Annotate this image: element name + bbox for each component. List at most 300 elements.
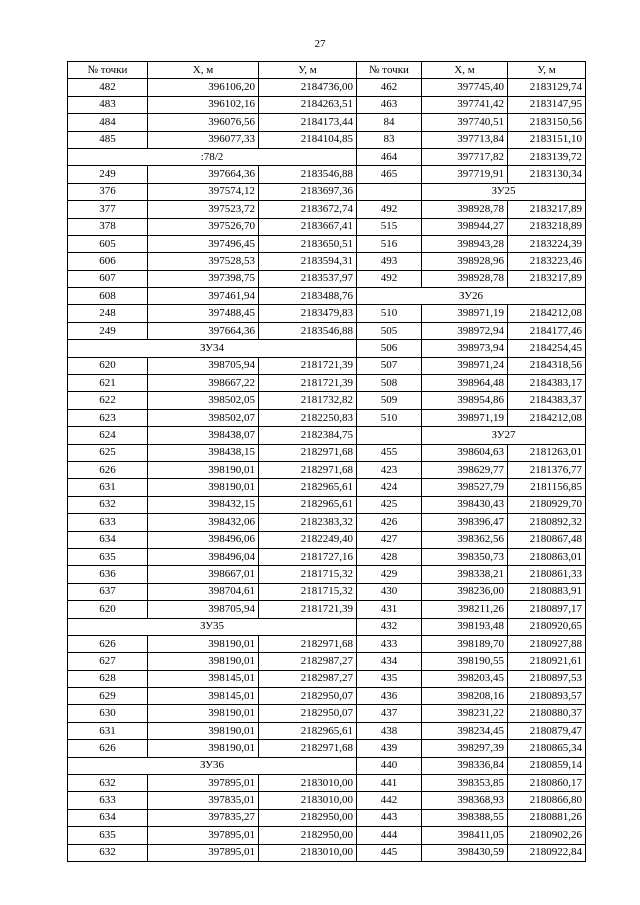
table-row [68, 79, 586, 96]
right-x-cell: 398190,55 [422, 653, 508, 670]
left-y-cell: 2182950,07 [259, 705, 357, 722]
table-row [68, 409, 586, 426]
table-row [68, 514, 586, 531]
left-point-cell: 605 [68, 235, 148, 252]
right-x-cell: 398338,21 [422, 566, 508, 583]
right-section-empty-cell [357, 183, 422, 200]
left-point-cell: 632 [68, 496, 148, 513]
left-point-cell: 482 [68, 79, 148, 96]
left-x-cell: 398432,15 [148, 496, 259, 513]
right-point-cell: 425 [357, 496, 422, 513]
right-point-cell: 440 [357, 757, 422, 774]
right-y-cell: 2180881,26 [508, 809, 586, 826]
left-x-cell: 397664,36 [148, 166, 259, 183]
left-point-cell: 636 [68, 566, 148, 583]
right-y-cell: 2180865,34 [508, 740, 586, 757]
header-x-left: X, м [148, 62, 259, 79]
right-y-cell: 2181156,85 [508, 479, 586, 496]
right-y-cell: 2184383,17 [508, 375, 586, 392]
right-x-cell: 398353,85 [422, 775, 508, 792]
left-point-cell: 626 [68, 740, 148, 757]
left-point-cell: 635 [68, 548, 148, 565]
left-y-cell: 2183010,00 [259, 775, 357, 792]
left-x-cell: 398667,22 [148, 375, 259, 392]
table-row [68, 548, 586, 565]
left-point-cell: 608 [68, 288, 148, 305]
right-point-cell: 463 [357, 96, 422, 113]
header-x-right: X, м [422, 62, 508, 79]
coordinates-table [67, 61, 586, 862]
right-point-cell: 443 [357, 809, 422, 826]
left-y-cell: 2181732,82 [259, 392, 357, 409]
page-number: 27 [314, 38, 326, 50]
left-y-cell: 2182965,61 [259, 496, 357, 513]
left-y-cell: 2182950,00 [259, 809, 357, 826]
right-y-cell: 2183218,89 [508, 218, 586, 235]
left-x-cell: 398705,94 [148, 601, 259, 618]
left-point-cell: 622 [68, 392, 148, 409]
left-y-cell: 2182971,68 [259, 461, 357, 478]
right-y-cell: 2183147,95 [508, 96, 586, 113]
right-section-title: ЗУ26 [357, 288, 586, 305]
table-row [68, 218, 586, 235]
right-y-cell: 2183217,89 [508, 201, 586, 218]
right-x-cell: 398928,78 [422, 270, 508, 287]
left-y-cell: 2184263,51 [259, 96, 357, 113]
left-x-cell: 397526,70 [148, 218, 259, 235]
left-x-cell: 398190,01 [148, 479, 259, 496]
right-point-cell: 434 [357, 653, 422, 670]
right-x-cell: 398231,22 [422, 705, 508, 722]
right-point-cell: 437 [357, 705, 422, 722]
right-x-cell: 398973,94 [422, 340, 508, 357]
right-y-cell: 2183150,56 [508, 114, 586, 131]
left-point-cell: 607 [68, 270, 148, 287]
left-point-cell: 377 [68, 201, 148, 218]
right-point-cell: 439 [357, 740, 422, 757]
right-point-cell: 426 [357, 514, 422, 531]
left-section-title: ЗУ36 [68, 757, 357, 774]
right-x-cell: 398954,86 [422, 392, 508, 409]
right-y-cell: 2184383,37 [508, 392, 586, 409]
table-row [68, 288, 586, 305]
left-y-cell: 2183697,36 [259, 183, 357, 200]
left-point-cell: 631 [68, 722, 148, 739]
right-point-cell: 506 [357, 340, 422, 357]
table-row [68, 201, 586, 218]
left-section-title: ЗУ35 [68, 618, 357, 635]
header-y-right: У, м [508, 62, 586, 79]
right-x-cell: 397717,82 [422, 148, 508, 165]
right-y-cell: 2183139,72 [508, 148, 586, 165]
right-x-cell: 398972,94 [422, 322, 508, 339]
right-x-cell: 398368,93 [422, 792, 508, 809]
left-point-cell: 624 [68, 427, 148, 444]
right-x-cell: 398236,00 [422, 583, 508, 600]
left-point-cell: 378 [68, 218, 148, 235]
right-y-cell: 2180863,01 [508, 548, 586, 565]
right-point-cell: 455 [357, 444, 422, 461]
left-y-cell: 2182383,32 [259, 514, 357, 531]
right-y-cell: 2180860,17 [508, 775, 586, 792]
right-x-cell: 398203,45 [422, 670, 508, 687]
right-point-cell: 435 [357, 670, 422, 687]
left-x-cell: 398502,05 [148, 392, 259, 409]
table-row [68, 427, 586, 444]
left-point-cell: 634 [68, 809, 148, 826]
right-x-cell: 398943,28 [422, 235, 508, 252]
table-row [68, 775, 586, 792]
left-x-cell: 398190,01 [148, 635, 259, 652]
right-y-cell: 2181376,77 [508, 461, 586, 478]
right-x-cell: 398971,19 [422, 305, 508, 322]
right-y-cell: 2180880,37 [508, 705, 586, 722]
left-x-cell: 398190,01 [148, 461, 259, 478]
right-point-cell: 84 [357, 114, 422, 131]
left-y-cell: 2183672,74 [259, 201, 357, 218]
right-point-cell: 83 [357, 131, 422, 148]
left-x-cell: 398145,01 [148, 670, 259, 687]
left-x-cell: 397488,45 [148, 305, 259, 322]
right-y-cell: 2180920,65 [508, 618, 586, 635]
right-point-cell: 444 [357, 827, 422, 844]
left-point-cell: 248 [68, 305, 148, 322]
left-point-cell: 633 [68, 514, 148, 531]
table-row [68, 114, 586, 131]
left-y-cell: 2183546,88 [259, 322, 357, 339]
left-x-cell: 398496,06 [148, 531, 259, 548]
header-row [68, 62, 586, 79]
left-x-cell: 398438,07 [148, 427, 259, 444]
left-point-cell: 632 [68, 844, 148, 861]
right-x-cell: 397713,84 [422, 131, 508, 148]
table-row [68, 444, 586, 461]
right-point-cell: 432 [357, 618, 422, 635]
right-x-cell: 397741,42 [422, 96, 508, 113]
left-x-cell: 397398,75 [148, 270, 259, 287]
right-y-cell: 2180927,88 [508, 635, 586, 652]
left-x-cell: 397835,27 [148, 809, 259, 826]
table-row [68, 270, 586, 287]
left-section-title: ЗУ34 [68, 340, 357, 357]
left-section-title: :78/2 [68, 148, 357, 165]
left-point-cell: 485 [68, 131, 148, 148]
right-point-cell: 462 [357, 79, 422, 96]
right-x-cell: 398350,73 [422, 548, 508, 565]
right-point-cell: 424 [357, 479, 422, 496]
left-x-cell: 396102,16 [148, 96, 259, 113]
table-row [68, 601, 586, 618]
table-row [68, 253, 586, 270]
left-x-cell: 398432,06 [148, 514, 259, 531]
header-point-left: № точки [68, 62, 148, 79]
table-row [68, 392, 586, 409]
left-x-cell: 397574,12 [148, 183, 259, 200]
table-row [68, 531, 586, 548]
right-x-cell: 398971,24 [422, 357, 508, 374]
right-y-cell: 2183129,74 [508, 79, 586, 96]
left-x-cell: 397528,53 [148, 253, 259, 270]
left-x-cell: 396106,20 [148, 79, 259, 96]
right-point-cell: 433 [357, 635, 422, 652]
left-y-cell: 2182987,27 [259, 670, 357, 687]
left-x-cell: 398704,61 [148, 583, 259, 600]
left-x-cell: 397461,94 [148, 288, 259, 305]
right-point-cell: 429 [357, 566, 422, 583]
table-row [68, 496, 586, 513]
right-y-cell: 2183224,39 [508, 235, 586, 252]
right-point-cell: 465 [357, 166, 422, 183]
left-x-cell: 398667,01 [148, 566, 259, 583]
left-y-cell: 2182965,61 [259, 722, 357, 739]
table-row [68, 757, 586, 774]
right-point-cell: 508 [357, 375, 422, 392]
left-y-cell: 2181715,32 [259, 583, 357, 600]
left-x-cell: 397895,01 [148, 844, 259, 861]
left-y-cell: 2182987,27 [259, 653, 357, 670]
right-x-cell: 398944,27 [422, 218, 508, 235]
right-x-cell: 398189,70 [422, 635, 508, 652]
left-point-cell: 620 [68, 601, 148, 618]
left-y-cell: 2183546,88 [259, 166, 357, 183]
right-x-cell: 398211,26 [422, 601, 508, 618]
left-y-cell: 2182965,61 [259, 479, 357, 496]
right-x-cell: 398604,63 [422, 444, 508, 461]
right-point-cell: 423 [357, 461, 422, 478]
right-y-cell: 2184212,08 [508, 409, 586, 426]
right-y-cell: 2184177,46 [508, 322, 586, 339]
table-row [68, 809, 586, 826]
right-x-cell: 398297,39 [422, 740, 508, 757]
right-point-cell: 509 [357, 392, 422, 409]
right-section-title: ЗУ27 [422, 427, 586, 444]
right-y-cell: 2183217,89 [508, 270, 586, 287]
table-row [68, 96, 586, 113]
table-row [68, 148, 586, 165]
right-x-cell: 398430,43 [422, 496, 508, 513]
table-body [68, 79, 586, 862]
right-point-cell: 427 [357, 531, 422, 548]
right-y-cell: 2180879,47 [508, 722, 586, 739]
left-y-cell: 2183594,31 [259, 253, 357, 270]
left-point-cell: 249 [68, 166, 148, 183]
right-point-cell: 430 [357, 583, 422, 600]
left-point-cell: 376 [68, 183, 148, 200]
header-y-left: У, м [259, 62, 357, 79]
right-point-cell: 431 [357, 601, 422, 618]
left-y-cell: 2184173,44 [259, 114, 357, 131]
right-y-cell: 2180897,53 [508, 670, 586, 687]
left-point-cell: 630 [68, 705, 148, 722]
left-point-cell: 483 [68, 96, 148, 113]
left-point-cell: 629 [68, 688, 148, 705]
left-y-cell: 2182971,68 [259, 444, 357, 461]
right-x-cell: 398388,55 [422, 809, 508, 826]
table-row [68, 740, 586, 757]
right-x-cell: 398430,59 [422, 844, 508, 861]
right-y-cell: 2184254,45 [508, 340, 586, 357]
right-x-cell: 398411,05 [422, 827, 508, 844]
right-y-cell: 2180902,26 [508, 827, 586, 844]
right-x-cell: 398234,45 [422, 722, 508, 739]
table-row [68, 827, 586, 844]
right-x-cell: 398362,56 [422, 531, 508, 548]
left-x-cell: 397895,01 [148, 827, 259, 844]
left-y-cell: 2181727,16 [259, 548, 357, 565]
right-point-cell: 442 [357, 792, 422, 809]
left-y-cell: 2182971,68 [259, 740, 357, 757]
left-x-cell: 397895,01 [148, 775, 259, 792]
table-row [68, 670, 586, 687]
right-x-cell: 398928,78 [422, 201, 508, 218]
table-row [68, 357, 586, 374]
right-point-cell: 510 [357, 305, 422, 322]
right-y-cell: 2181263,01 [508, 444, 586, 461]
left-point-cell: 484 [68, 114, 148, 131]
right-x-cell: 398527,79 [422, 479, 508, 496]
table-row [68, 235, 586, 252]
right-point-cell: 438 [357, 722, 422, 739]
left-x-cell: 398496,04 [148, 548, 259, 565]
left-point-cell: 606 [68, 253, 148, 270]
left-point-cell: 637 [68, 583, 148, 600]
left-point-cell: 249 [68, 322, 148, 339]
left-y-cell: 2183488,76 [259, 288, 357, 305]
left-x-cell: 398190,01 [148, 705, 259, 722]
right-point-cell: 493 [357, 253, 422, 270]
right-y-cell: 2180892,32 [508, 514, 586, 531]
left-point-cell: 620 [68, 357, 148, 374]
left-x-cell: 398190,01 [148, 740, 259, 757]
left-x-cell: 396076,56 [148, 114, 259, 131]
right-x-cell: 398208,16 [422, 688, 508, 705]
right-x-cell: 397745,40 [422, 79, 508, 96]
right-y-cell: 2180893,57 [508, 688, 586, 705]
left-point-cell: 633 [68, 792, 148, 809]
left-point-cell: 626 [68, 635, 148, 652]
table-row [68, 461, 586, 478]
right-x-cell: 397740,51 [422, 114, 508, 131]
left-y-cell: 2182950,07 [259, 688, 357, 705]
right-point-cell: 516 [357, 235, 422, 252]
right-y-cell: 2180897,17 [508, 601, 586, 618]
right-x-cell: 398336,84 [422, 757, 508, 774]
table-row [68, 340, 586, 357]
left-point-cell: 634 [68, 531, 148, 548]
right-section-empty-cell [357, 427, 422, 444]
left-y-cell: 2181715,32 [259, 566, 357, 583]
left-point-cell: 621 [68, 375, 148, 392]
left-y-cell: 2183537,97 [259, 270, 357, 287]
table-row [68, 722, 586, 739]
left-point-cell: 625 [68, 444, 148, 461]
table-row [68, 305, 586, 322]
left-x-cell: 398145,01 [148, 688, 259, 705]
left-x-cell: 397523,72 [148, 201, 259, 218]
left-point-cell: 628 [68, 670, 148, 687]
right-x-cell: 398971,19 [422, 409, 508, 426]
table-row [68, 322, 586, 339]
right-x-cell: 398964,48 [422, 375, 508, 392]
table-row [68, 166, 586, 183]
right-point-cell: 436 [357, 688, 422, 705]
table-row [68, 566, 586, 583]
left-y-cell: 2183650,51 [259, 235, 357, 252]
right-y-cell: 2184318,56 [508, 357, 586, 374]
table-row [68, 479, 586, 496]
right-x-cell: 398629,77 [422, 461, 508, 478]
right-y-cell: 2184212,08 [508, 305, 586, 322]
left-x-cell: 398502,07 [148, 409, 259, 426]
table-row [68, 653, 586, 670]
table-row [68, 792, 586, 809]
right-x-cell: 398193,48 [422, 618, 508, 635]
left-x-cell: 397496,45 [148, 235, 259, 252]
right-section-title: ЗУ25 [422, 183, 586, 200]
left-point-cell: 635 [68, 827, 148, 844]
right-point-cell: 428 [357, 548, 422, 565]
left-y-cell: 2182384,75 [259, 427, 357, 444]
right-point-cell: 492 [357, 270, 422, 287]
left-x-cell: 397664,36 [148, 322, 259, 339]
left-y-cell: 2183667,41 [259, 218, 357, 235]
left-y-cell: 2184736,00 [259, 79, 357, 96]
table-row [68, 131, 586, 148]
left-y-cell: 2184104,85 [259, 131, 357, 148]
right-y-cell: 2180861,33 [508, 566, 586, 583]
left-y-cell: 2182971,68 [259, 635, 357, 652]
header-point-right: № точки [357, 62, 422, 79]
table-row [68, 375, 586, 392]
left-y-cell: 2182250,83 [259, 409, 357, 426]
right-y-cell: 2180921,61 [508, 653, 586, 670]
left-x-cell: 397835,01 [148, 792, 259, 809]
right-point-cell: 464 [357, 148, 422, 165]
table-row [68, 688, 586, 705]
right-y-cell: 2183130,34 [508, 166, 586, 183]
left-y-cell: 2182249,40 [259, 531, 357, 548]
right-x-cell: 398396,47 [422, 514, 508, 531]
right-point-cell: 492 [357, 201, 422, 218]
right-y-cell: 2180867,48 [508, 531, 586, 548]
left-y-cell: 2183010,00 [259, 844, 357, 861]
left-point-cell: 626 [68, 461, 148, 478]
right-point-cell: 445 [357, 844, 422, 861]
left-y-cell: 2181721,39 [259, 357, 357, 374]
right-point-cell: 510 [357, 409, 422, 426]
table-row [68, 705, 586, 722]
left-y-cell: 2181721,39 [259, 375, 357, 392]
right-y-cell: 2180859,14 [508, 757, 586, 774]
left-y-cell: 2181721,39 [259, 601, 357, 618]
right-point-cell: 441 [357, 775, 422, 792]
table-row [68, 618, 586, 635]
right-y-cell: 2180929,70 [508, 496, 586, 513]
right-point-cell: 505 [357, 322, 422, 339]
left-point-cell: 623 [68, 409, 148, 426]
left-x-cell: 398190,01 [148, 653, 259, 670]
left-y-cell: 2182950,00 [259, 827, 357, 844]
left-point-cell: 632 [68, 775, 148, 792]
right-point-cell: 507 [357, 357, 422, 374]
right-y-cell: 2183151,10 [508, 131, 586, 148]
left-point-cell: 631 [68, 479, 148, 496]
right-x-cell: 398928,96 [422, 253, 508, 270]
left-y-cell: 2183010,00 [259, 792, 357, 809]
left-x-cell: 396077,33 [148, 131, 259, 148]
right-y-cell: 2180883,91 [508, 583, 586, 600]
right-point-cell: 515 [357, 218, 422, 235]
